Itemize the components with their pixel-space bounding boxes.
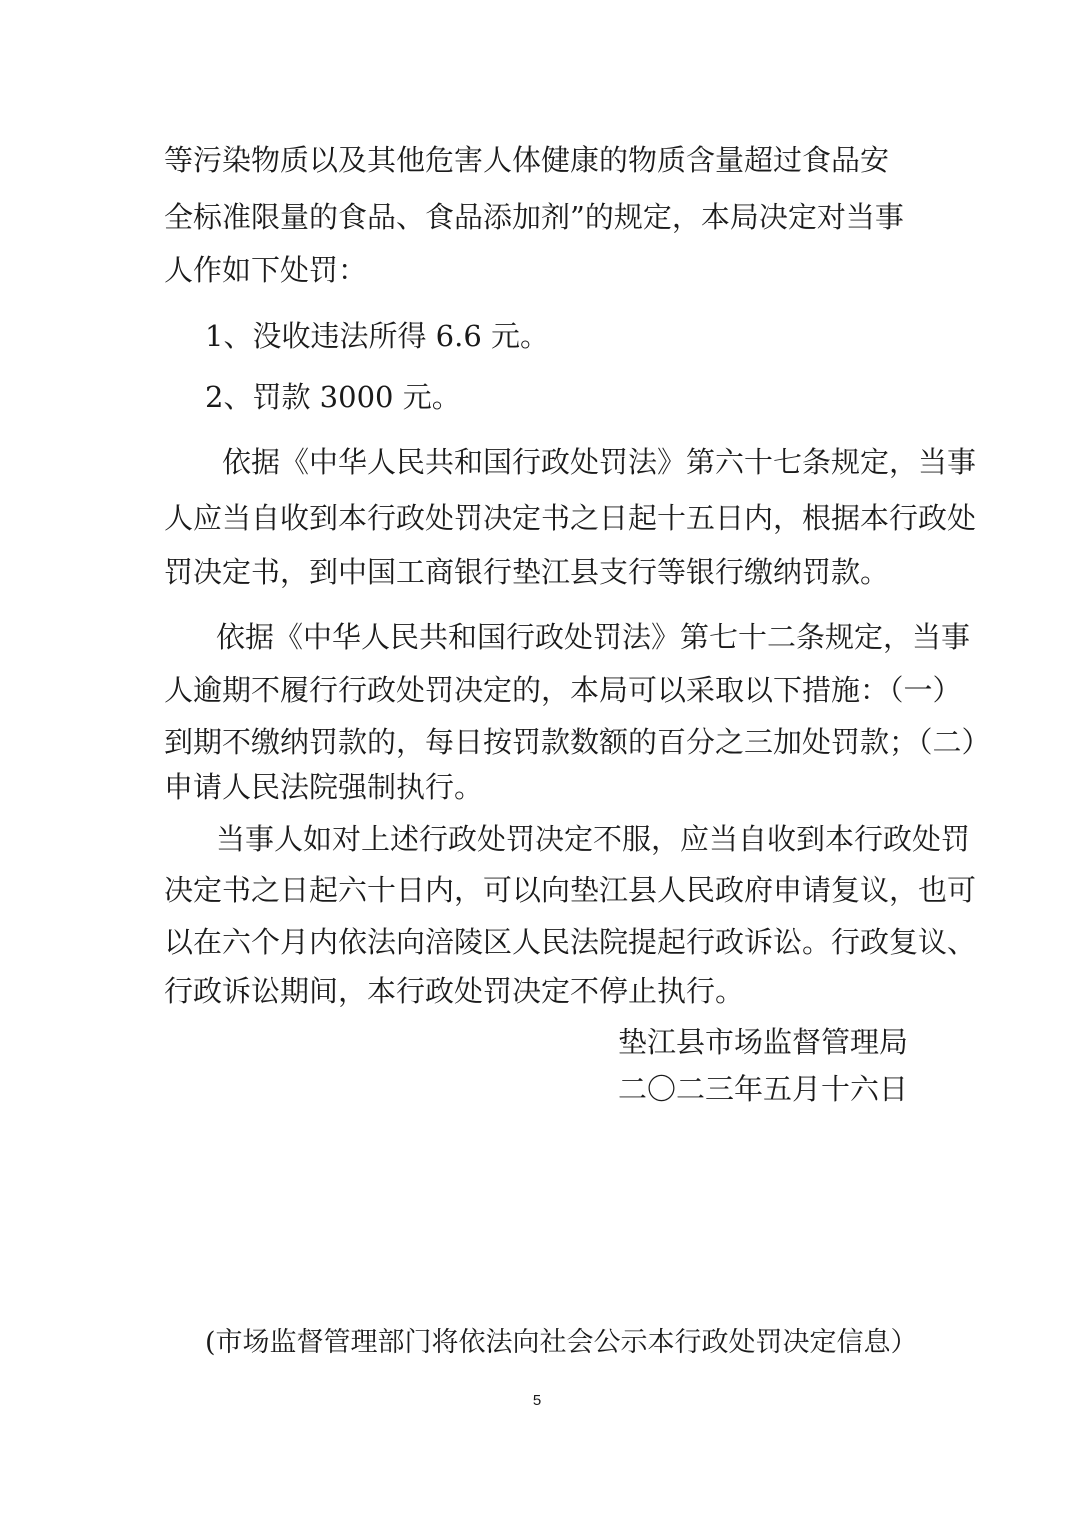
appeal-paragraph-line-2: 决定书之日起六十日内，可以向垫江县人民政府申请复议，也可 [164,873,977,907]
payment-paragraph-line-3: 罚决定书，到中国工商银行垫江县支行等银行缴纳罚款。 [164,555,890,589]
issuer-name: 垫江县市场监督管理局 [617,1025,908,1059]
appeal-paragraph-line-4: 行政诉讼期间，本行政处罚决定不停止执行。 [164,974,745,1008]
appeal-paragraph-line-3: 以在六个月内依法向涪陵区人民法院提起行政诉讼。行政复议、 [164,925,977,959]
penalty-item-1: 1、没收违法所得 6.6 元。 [205,319,550,353]
payment-paragraph-line-1: 依据《中华人民共和国行政处罚法》第六十七条规定，当事 [222,445,977,479]
issue-date: 二〇二三年五月十六日 [617,1072,908,1106]
overdue-paragraph-line-1: 依据《中华人民共和国行政处罚法》第七十二条规定，当事 [216,620,971,654]
penalty-item-2: 2、罚款 3000 元。 [205,380,461,414]
body-line-2: 全标准限量的食品、食品添加剂”的规定，本局决定对当事 [164,200,904,234]
page-number: 5 [532,1392,542,1409]
overdue-paragraph-line-4: 申请人民法院强制执行。 [164,770,484,804]
payment-paragraph-line-2: 人应当自收到本行政处罚决定书之日起十五日内，根据本行政处 [164,501,977,535]
appeal-paragraph-line-1: 当事人如对上述行政处罚决定不服，应当自收到本行政处罚 [216,822,971,856]
body-line-1: 等污染物质以及其他危害人体健康的物质含量超过食品安 [164,143,890,177]
body-line-3: 人作如下处罚： [164,253,368,287]
overdue-paragraph-line-3: 到期不缴纳罚款的，每日按罚款数额的百分之三加处罚款；（二） [164,725,991,759]
overdue-paragraph-line-2: 人逾期不履行行政处罚决定的，本局可以采取以下措施：（一） [164,673,962,707]
public-disclosure-notice: (市场监督管理部门将依法向社会公示本行政处罚决定信息） [205,1327,918,1358]
